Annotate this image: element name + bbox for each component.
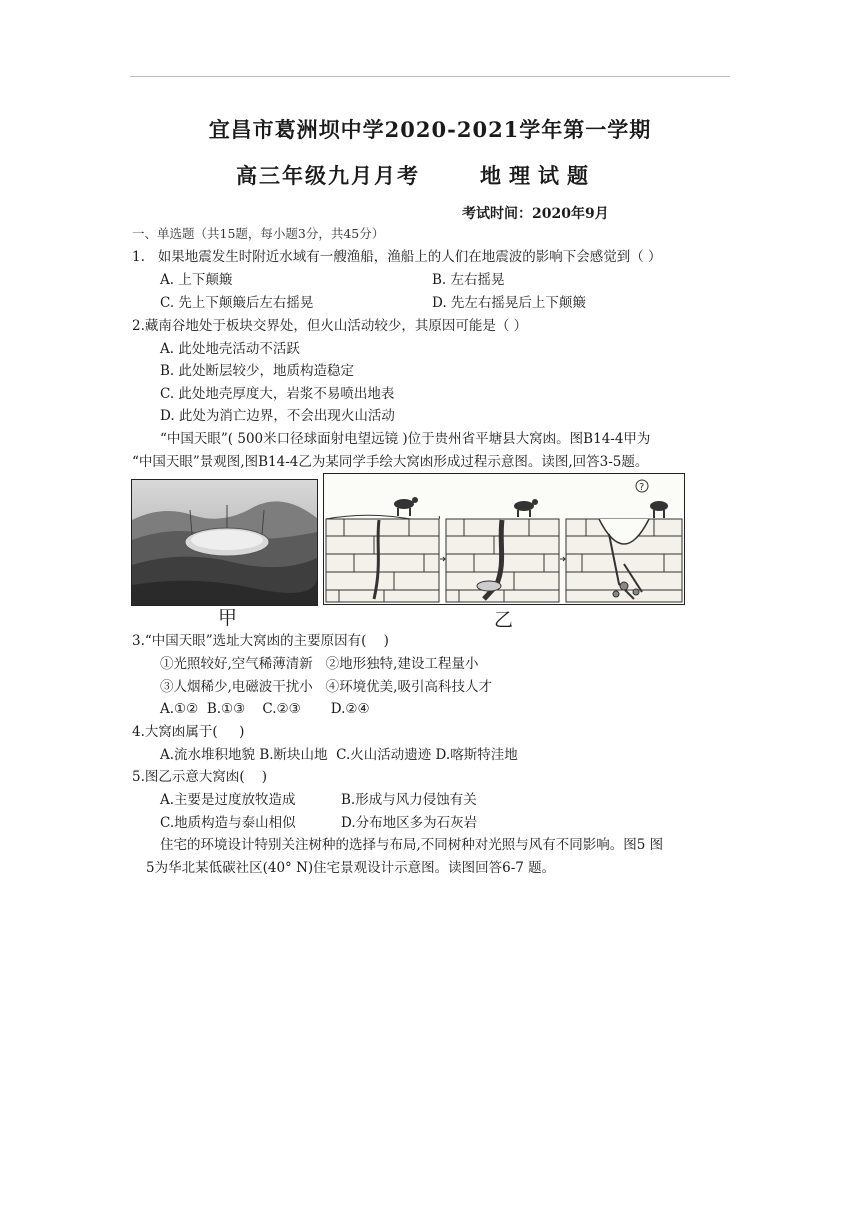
passage2-line2: 5为华北某低碳社区(40° N)住宅景观设计示意图。读图回答6-7 题。 <box>146 860 556 876</box>
passage1-line2: “中国天眼”景观图,图B14-4乙为某同学手绘大窝凼形成过程示意图。读图,回答3-5题。 <box>132 454 649 470</box>
q2-option-d: D. 此处为消亡边界，不会出现火山活动 <box>160 408 395 424</box>
q2-option-a: A. 此处地壳活动不活跃 <box>160 341 300 357</box>
section-heading: 一、单选题（共15题，每小题3分，共45分） <box>132 226 385 241</box>
q1-option-d: D. 先左右摇晃后上下颠簸 <box>432 295 586 311</box>
figure-label-yi: 乙 <box>494 609 514 631</box>
exam-time: 考试时间：2020年9月 <box>462 206 609 222</box>
q5-stem: 5.图乙示意大窝凼( ) <box>132 769 268 785</box>
q5-option-a: A.主要是过度放牧造成 <box>160 792 296 808</box>
q1-option-b: B. 左右摇晃 <box>432 272 505 288</box>
q2-stem: 2.藏南谷地处于板块交界处，但火山活动较少，其原因可能是（ ） <box>132 318 528 334</box>
q1-option-a: A. 上下颠簸 <box>160 272 233 288</box>
q4-stem: 4.大窝凼属于( ) <box>132 724 245 740</box>
q5-option-b: B.形成与风力侵蚀有关 <box>341 792 477 808</box>
q1-stem: 1. 如果地震发生时附近水域有一艘渔船，渔船上的人们在地震波的影响下会感觉到（ ） <box>132 249 662 265</box>
svg-text:?: ? <box>639 482 645 493</box>
karst-formation-diagram <box>323 473 685 605</box>
q3-choices: A.①② B.①③ C.②③ D.②④ <box>160 701 370 717</box>
figure-label-jia: 甲 <box>218 607 238 629</box>
q2-option-b: B. 此处断层较少，地质构造稳定 <box>160 363 355 379</box>
page-title: 宜昌市葛洲坝中学2020-2021学年第一学期 <box>208 117 652 142</box>
q3-stem: 3.“中国天眼”选址大窝凼的主要原因有( ) <box>132 633 389 649</box>
passage2-line1: 住宅的环境设计特别关注树种的选择与布局,不同树种对光照与风有不同影响。图5 图 <box>160 837 664 853</box>
q5-option-c: C.地质构造与泰山相似 <box>160 815 296 831</box>
subject-title: 地理试题 <box>480 163 596 188</box>
header-rule <box>130 76 730 77</box>
fast-telescope-photo <box>131 479 318 606</box>
grade-title: 高三年级九月月考 <box>236 163 420 188</box>
q3-statements-2: ③人烟稀少,电磁波干扰小 ④环境优美,吸引高科技人才 <box>160 679 492 695</box>
q5-option-d: D.分布地区多为石灰岩 <box>341 815 478 831</box>
q2-option-c: C. 此处地壳厚度大，岩浆不易喷出地表 <box>160 386 395 402</box>
q4-choices: A.流水堆积地貌 B.断块山地 C.火山活动遗迹 D.喀斯特洼地 <box>160 747 518 763</box>
passage1-line1: “中国天眼”( 500米口径球面射电望远镜 )位于贵州省平塘县大窝凼。图B14-4甲为 <box>160 431 651 447</box>
q3-statements-1: ①光照较好,空气稀薄清新 ②地形独特,建设工程量小 <box>160 656 479 672</box>
q1-option-c: C. 先上下颠簸后左右摇晃 <box>160 295 314 311</box>
